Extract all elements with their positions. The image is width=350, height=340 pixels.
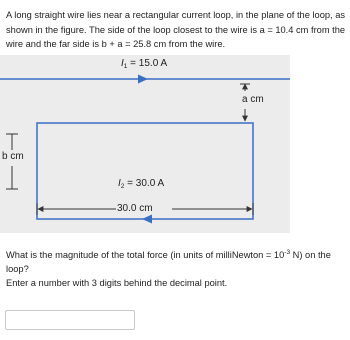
- loop-current-label: $I_2 = 30.0$ A: [118, 178, 165, 190]
- figure-panel: [0, 55, 290, 233]
- wire-current-arrow: [138, 75, 148, 84]
- loop-current-arrow: [142, 215, 152, 224]
- b-distance-label: b cm: [2, 151, 24, 162]
- question-line-1-end: N) on the loop?: [6, 250, 331, 275]
- wire-current-label: $I_1 = 15.0$ A: [121, 58, 168, 70]
- loop-width-label: 30.0 cm: [117, 203, 153, 214]
- question-instruction: Enter a number with 3 digits behind the decimal point.: [6, 278, 228, 289]
- question-text: [6, 246, 348, 290]
- a-distance-label: a cm: [242, 94, 264, 105]
- question-exponent: -3: [284, 249, 291, 256]
- question-line-1: What is the magnitude of the total force (in units of milliNewton = 10: [6, 250, 285, 261]
- problem-intro-text: A long straight wire lies near a rectangular current loop, in the plane of the loop, as shown in the figure. The side of the loop closest to the wire is a = 10.4 cm from the wire and the far side is b + a = 25.8 cm from the wire.: [6, 10, 346, 49]
- answer-input[interactable]: [5, 310, 135, 330]
